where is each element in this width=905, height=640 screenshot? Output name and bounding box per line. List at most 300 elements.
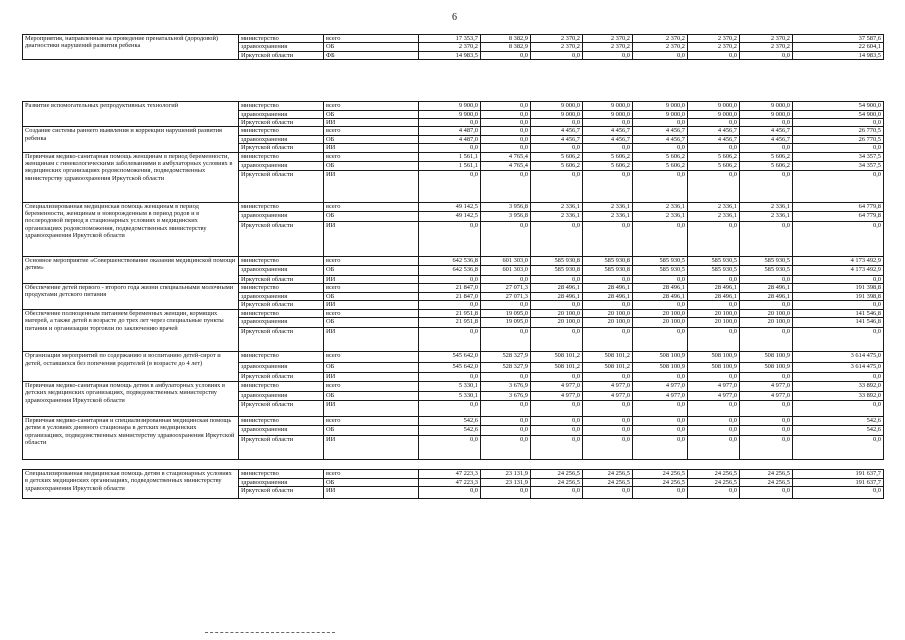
amount-cell: 49 142,5 xyxy=(419,211,481,221)
amount-cell: 14 983,5 xyxy=(793,51,884,59)
amount-cell: 0,0 xyxy=(419,221,481,256)
amount-cell: 642 536,8 xyxy=(419,256,481,265)
funding-source: всего xyxy=(324,416,419,425)
amount-cell: 508 100,9 xyxy=(740,352,793,363)
amount-cell: 1 561,1 xyxy=(419,161,481,170)
amount-cell: 28 496,1 xyxy=(688,293,740,301)
amount-cell: 0,0 xyxy=(583,328,633,352)
table-row xyxy=(23,309,884,317)
funding-source: ОБ xyxy=(324,425,419,435)
amount-cell: 9 000,0 xyxy=(740,110,793,118)
amount-cell: 23 131,9 xyxy=(481,478,531,486)
amount-cell: 191 398,8 xyxy=(793,293,884,301)
amount-cell: 4 456,7 xyxy=(633,135,688,143)
funding-source: ИИ xyxy=(324,275,419,283)
executor-cell: Иркутской области xyxy=(239,221,324,256)
amount-cell: 4 456,7 xyxy=(688,135,740,143)
funding-source: ФБ xyxy=(324,51,419,59)
amount-cell: 2 336,1 xyxy=(531,211,583,221)
amount-cell: 4 765,4 xyxy=(481,161,531,170)
amount-cell: 0,0 xyxy=(583,487,633,499)
amount-cell: 9 000,0 xyxy=(583,110,633,118)
amount-cell: 0,0 xyxy=(740,328,793,352)
funding-source: всего xyxy=(324,127,419,135)
amount-cell: 585 930,5 xyxy=(688,265,740,275)
amount-cell: 0,0 xyxy=(740,435,793,459)
amount-cell: 585 930,5 xyxy=(633,265,688,275)
amount-cell: 0,0 xyxy=(633,301,688,309)
amount-cell: 601 303,0 xyxy=(481,265,531,275)
amount-cell: 0,0 xyxy=(481,328,531,352)
funding-source: ИИ xyxy=(324,144,419,152)
amount-cell: 47 223,3 xyxy=(419,478,481,486)
amount-cell: 0,0 xyxy=(531,51,583,59)
amount-cell: 0,0 xyxy=(531,301,583,309)
table-row xyxy=(23,127,884,135)
amount-cell: 0,0 xyxy=(633,416,688,425)
executor-cell: здравоохранения xyxy=(239,425,324,435)
spacer-row xyxy=(23,459,884,469)
budget-table xyxy=(22,34,884,499)
amount-cell: 542,6 xyxy=(419,425,481,435)
amount-cell: 5 606,2 xyxy=(633,161,688,170)
amount-cell: 0,0 xyxy=(419,373,481,381)
amount-cell: 0,0 xyxy=(481,487,531,499)
amount-cell: 528 327,9 xyxy=(481,352,531,363)
amount-cell: 0,0 xyxy=(481,221,531,256)
amount-cell: 21 847,0 xyxy=(419,293,481,301)
amount-cell: 0,0 xyxy=(481,373,531,381)
amount-cell: 0,0 xyxy=(688,435,740,459)
amount-cell: 508 101,2 xyxy=(583,352,633,363)
amount-cell: 0,0 xyxy=(481,127,531,135)
amount-cell: 5 606,2 xyxy=(688,152,740,161)
table-row xyxy=(23,256,884,265)
table-row xyxy=(23,284,884,293)
funding-source: ОБ xyxy=(324,478,419,486)
amount-cell: 20 100,0 xyxy=(740,309,793,317)
amount-cell: 542,6 xyxy=(793,416,884,425)
amount-cell: 0,0 xyxy=(688,144,740,152)
executor-cell: здравоохранения xyxy=(239,43,324,51)
funding-source: всего xyxy=(324,152,419,161)
amount-cell: 5 606,2 xyxy=(688,161,740,170)
funding-source: всего xyxy=(324,352,419,363)
amount-cell: 4 487,0 xyxy=(419,127,481,135)
executor-cell: здравоохранения xyxy=(239,161,324,170)
amount-cell: 0,0 xyxy=(481,119,531,127)
amount-cell: 4 977,0 xyxy=(583,391,633,400)
amount-cell: 28 496,1 xyxy=(740,293,793,301)
amount-cell: 0,0 xyxy=(793,301,884,309)
amount-cell: 4 977,0 xyxy=(633,381,688,391)
amount-cell: 33 892,0 xyxy=(793,381,884,391)
table-row xyxy=(23,35,884,43)
amount-cell: 0,0 xyxy=(688,221,740,256)
amount-cell: 0,0 xyxy=(740,275,793,283)
executor-cell: министерство xyxy=(239,352,324,363)
amount-cell: 0,0 xyxy=(481,51,531,59)
amount-cell: 0,0 xyxy=(740,144,793,152)
amount-cell: 642 536,8 xyxy=(419,265,481,275)
amount-cell: 0,0 xyxy=(419,435,481,459)
amount-cell: 14 983,5 xyxy=(419,51,481,59)
funding-source: ИИ xyxy=(324,373,419,381)
amount-cell: 508 100,9 xyxy=(633,363,688,373)
amount-cell: 24 256,5 xyxy=(583,478,633,486)
amount-cell: 0,0 xyxy=(633,435,688,459)
amount-cell: 4 977,0 xyxy=(531,391,583,400)
amount-cell: 4 456,7 xyxy=(531,135,583,143)
funding-source: всего xyxy=(324,309,419,317)
amount-cell: 0,0 xyxy=(583,51,633,59)
amount-cell: 0,0 xyxy=(583,425,633,435)
amount-cell: 28 496,1 xyxy=(633,293,688,301)
amount-cell: 24 256,5 xyxy=(633,469,688,478)
amount-cell: 0,0 xyxy=(688,487,740,499)
amount-cell: 4 977,0 xyxy=(531,381,583,391)
amount-cell: 508 101,2 xyxy=(531,352,583,363)
amount-cell: 542,6 xyxy=(419,416,481,425)
amount-cell: 585 930,5 xyxy=(740,256,793,265)
amount-cell: 34 357,5 xyxy=(793,152,884,161)
amount-cell: 0,0 xyxy=(419,275,481,283)
amount-cell: 0,0 xyxy=(583,221,633,256)
amount-cell: 0,0 xyxy=(531,275,583,283)
amount-cell: 20 100,0 xyxy=(688,309,740,317)
amount-cell: 0,0 xyxy=(633,221,688,256)
amount-cell: 0,0 xyxy=(481,400,531,416)
spacer-cell xyxy=(23,60,884,102)
executor-cell: министерство xyxy=(239,102,324,110)
amount-cell: 2 370,2 xyxy=(583,35,633,43)
amount-cell: 585 930,5 xyxy=(633,256,688,265)
amount-cell: 54 900,0 xyxy=(793,102,884,110)
amount-cell: 0,0 xyxy=(481,102,531,110)
measure-name: Обеспечение детей первого - второго года жизни специальными молочными продуктами детского питания xyxy=(23,284,239,310)
measure-name: Развитие вспомогательных репродуктивных технологий xyxy=(23,102,239,127)
amount-cell: 191 398,8 xyxy=(793,284,884,293)
amount-cell: 2 336,1 xyxy=(740,202,793,211)
amount-cell: 0,0 xyxy=(688,301,740,309)
amount-cell: 0,0 xyxy=(688,416,740,425)
footer-rule xyxy=(205,632,335,633)
executor-cell: здравоохранения xyxy=(239,478,324,486)
amount-cell: 20 100,0 xyxy=(583,309,633,317)
funding-source: ИИ xyxy=(324,435,419,459)
amount-cell: 3 956,8 xyxy=(481,211,531,221)
amount-cell: 21 951,8 xyxy=(419,318,481,328)
funding-source: всего xyxy=(324,202,419,211)
executor-cell: здравоохранения xyxy=(239,391,324,400)
executor-cell: Иркутской области xyxy=(239,400,324,416)
measure-name: Специализированная медицинская помощь детям в стационарных условиях в детских медицинских организациях, подведомственных министерству здравоохранения Иркутской области xyxy=(23,469,239,498)
funding-source: ОБ xyxy=(324,318,419,328)
amount-cell: 0,0 xyxy=(633,119,688,127)
amount-cell: 585 930,5 xyxy=(688,256,740,265)
amount-cell: 3 614 475,0 xyxy=(793,352,884,363)
amount-cell: 0,0 xyxy=(793,487,884,499)
amount-cell: 0,0 xyxy=(793,170,884,202)
amount-cell: 24 256,5 xyxy=(531,478,583,486)
amount-cell: 4 977,0 xyxy=(688,381,740,391)
amount-cell: 28 496,1 xyxy=(531,293,583,301)
measure-name: Первичная медико-санитарная помощь женщинам в период беременности, женщинам с гинекологическими заболеваниями в амбулаторных условиях в медицинских организациях родовспоможения, подведомственных министерству здравоохранения Иркутской области xyxy=(23,152,239,202)
executor-cell: министерство xyxy=(239,469,324,478)
amount-cell: 0,0 xyxy=(688,400,740,416)
executor-cell: министерство xyxy=(239,309,324,317)
amount-cell: 26 770,5 xyxy=(793,135,884,143)
executor-cell: министерство xyxy=(239,127,324,135)
amount-cell: 5 606,2 xyxy=(531,152,583,161)
amount-cell: 9 000,0 xyxy=(583,102,633,110)
amount-cell: 0,0 xyxy=(633,275,688,283)
executor-cell: здравоохранения xyxy=(239,293,324,301)
amount-cell: 0,0 xyxy=(633,487,688,499)
amount-cell: 0,0 xyxy=(740,119,793,127)
amount-cell: 0,0 xyxy=(419,144,481,152)
amount-cell: 2 370,2 xyxy=(531,43,583,51)
amount-cell: 0,0 xyxy=(419,487,481,499)
amount-cell: 2 370,2 xyxy=(531,35,583,43)
amount-cell: 9 000,0 xyxy=(531,102,583,110)
amount-cell: 4 977,0 xyxy=(633,391,688,400)
amount-cell: 2 336,1 xyxy=(583,211,633,221)
amount-cell: 20 100,0 xyxy=(688,318,740,328)
amount-cell: 0,0 xyxy=(688,425,740,435)
amount-cell: 9 000,0 xyxy=(531,110,583,118)
amount-cell: 24 256,5 xyxy=(531,469,583,478)
amount-cell: 54 900,0 xyxy=(793,110,884,118)
measure-name: Обеспечение полноценным питанием беременных женщин, кормящих матерей, а также детей в возрасте до трех лет через специальные пункты питания и организации торговли по заключению врачей xyxy=(23,309,239,351)
amount-cell: 24 256,5 xyxy=(688,478,740,486)
amount-cell: 2 370,2 xyxy=(688,43,740,51)
amount-cell: 508 100,9 xyxy=(740,363,793,373)
table-row xyxy=(23,469,884,478)
amount-cell: 0,0 xyxy=(531,221,583,256)
amount-cell: 0,0 xyxy=(481,416,531,425)
amount-cell: 4 173 492,9 xyxy=(793,265,884,275)
amount-cell: 0,0 xyxy=(793,435,884,459)
amount-cell: 0,0 xyxy=(583,400,633,416)
spacer-row xyxy=(23,60,884,102)
amount-cell: 9 000,0 xyxy=(688,110,740,118)
amount-cell: 0,0 xyxy=(583,373,633,381)
amount-cell: 49 142,5 xyxy=(419,202,481,211)
amount-cell: 4 977,0 xyxy=(740,381,793,391)
executor-cell: Иркутской области xyxy=(239,435,324,459)
amount-cell: 0,0 xyxy=(531,119,583,127)
amount-cell: 24 256,5 xyxy=(633,478,688,486)
amount-cell: 27 071,3 xyxy=(481,293,531,301)
table-row xyxy=(23,381,884,391)
amount-cell: 0,0 xyxy=(531,425,583,435)
amount-cell: 8 382,9 xyxy=(481,43,531,51)
executor-cell: здравоохранения xyxy=(239,135,324,143)
table-row xyxy=(23,352,884,363)
amount-cell: 0,0 xyxy=(531,170,583,202)
amount-cell: 20 100,0 xyxy=(531,318,583,328)
amount-cell: 3 614 475,0 xyxy=(793,363,884,373)
amount-cell: 0,0 xyxy=(740,425,793,435)
funding-source: ИИ xyxy=(324,119,419,127)
amount-cell: 34 357,5 xyxy=(793,161,884,170)
amount-cell: 0,0 xyxy=(531,416,583,425)
amount-cell: 4 456,7 xyxy=(688,127,740,135)
funding-source: ОБ xyxy=(324,211,419,221)
table-row xyxy=(23,102,884,110)
amount-cell: 28 496,1 xyxy=(688,284,740,293)
amount-cell: 0,0 xyxy=(740,221,793,256)
amount-cell: 0,0 xyxy=(793,373,884,381)
amount-cell: 0,0 xyxy=(688,170,740,202)
amount-cell: 0,0 xyxy=(481,425,531,435)
amount-cell: 585 930,5 xyxy=(740,265,793,275)
executor-cell: Иркутской области xyxy=(239,170,324,202)
amount-cell: 4 456,7 xyxy=(583,135,633,143)
amount-cell: 0,0 xyxy=(633,400,688,416)
amount-cell: 0,0 xyxy=(740,373,793,381)
amount-cell: 0,0 xyxy=(583,435,633,459)
amount-cell: 24 256,5 xyxy=(740,478,793,486)
amount-cell: 4 765,4 xyxy=(481,152,531,161)
amount-cell: 4 456,7 xyxy=(531,127,583,135)
amount-cell: 0,0 xyxy=(531,487,583,499)
amount-cell: 0,0 xyxy=(688,373,740,381)
amount-cell: 0,0 xyxy=(633,144,688,152)
amount-cell: 4 456,7 xyxy=(740,135,793,143)
amount-cell: 0,0 xyxy=(583,416,633,425)
executor-cell: здравоохранения xyxy=(239,110,324,118)
amount-cell: 4 456,7 xyxy=(583,127,633,135)
amount-cell: 20 100,0 xyxy=(531,309,583,317)
amount-cell: 0,0 xyxy=(583,119,633,127)
amount-cell: 508 100,9 xyxy=(633,352,688,363)
amount-cell: 5 606,2 xyxy=(531,161,583,170)
amount-cell: 0,0 xyxy=(688,275,740,283)
amount-cell: 33 892,0 xyxy=(793,391,884,400)
amount-cell: 0,0 xyxy=(633,51,688,59)
amount-cell: 47 223,3 xyxy=(419,469,481,478)
amount-cell: 2 336,1 xyxy=(531,202,583,211)
funding-source: всего xyxy=(324,469,419,478)
amount-cell: 0,0 xyxy=(793,275,884,283)
amount-cell: 0,0 xyxy=(793,144,884,152)
measure-name: Мероприятия, направленные на проведение пренатальной (дородовой) диагностики нарушений развития ребенка xyxy=(23,35,239,60)
amount-cell: 23 131,9 xyxy=(481,469,531,478)
amount-cell: 64 779,8 xyxy=(793,211,884,221)
amount-cell: 508 100,9 xyxy=(688,352,740,363)
amount-cell: 26 770,5 xyxy=(793,127,884,135)
amount-cell: 0,0 xyxy=(793,119,884,127)
amount-cell: 0,0 xyxy=(583,301,633,309)
amount-cell: 0,0 xyxy=(419,301,481,309)
funding-source: ИИ xyxy=(324,221,419,256)
amount-cell: 508 101,2 xyxy=(531,363,583,373)
amount-cell: 9 000,0 xyxy=(633,102,688,110)
executor-cell: Иркутской области xyxy=(239,119,324,127)
amount-cell: 5 606,2 xyxy=(583,161,633,170)
amount-cell: 21 847,0 xyxy=(419,284,481,293)
amount-cell: 22 604,1 xyxy=(793,43,884,51)
amount-cell: 0,0 xyxy=(688,119,740,127)
amount-cell: 0,0 xyxy=(740,416,793,425)
spacer-cell xyxy=(23,459,884,469)
amount-cell: 0,0 xyxy=(481,435,531,459)
amount-cell: 4 487,0 xyxy=(419,135,481,143)
amount-cell: 17 353,7 xyxy=(419,35,481,43)
funding-source: ОБ xyxy=(324,293,419,301)
amount-cell: 0,0 xyxy=(481,301,531,309)
amount-cell: 4 173 492,9 xyxy=(793,256,884,265)
funding-source: всего xyxy=(324,381,419,391)
amount-cell: 20 100,0 xyxy=(633,309,688,317)
amount-cell: 20 100,0 xyxy=(583,318,633,328)
amount-cell: 508 101,2 xyxy=(583,363,633,373)
amount-cell: 0,0 xyxy=(793,221,884,256)
amount-cell: 21 951,8 xyxy=(419,309,481,317)
amount-cell: 4 456,7 xyxy=(740,127,793,135)
executor-cell: министерство xyxy=(239,416,324,425)
executor-cell: Иркутской области xyxy=(239,373,324,381)
amount-cell: 0,0 xyxy=(633,328,688,352)
funding-source: ОБ xyxy=(324,43,419,51)
amount-cell: 0,0 xyxy=(583,170,633,202)
amount-cell: 28 496,1 xyxy=(740,284,793,293)
funding-source: всего xyxy=(324,284,419,293)
amount-cell: 24 256,5 xyxy=(740,469,793,478)
amount-cell: 9 000,0 xyxy=(633,110,688,118)
amount-cell: 2 370,2 xyxy=(688,35,740,43)
amount-cell: 0,0 xyxy=(481,170,531,202)
amount-cell: 4 977,0 xyxy=(583,381,633,391)
funding-source: ОБ xyxy=(324,110,419,118)
amount-cell: 2 370,2 xyxy=(740,43,793,51)
funding-source: ОБ xyxy=(324,363,419,373)
amount-cell: 0,0 xyxy=(419,170,481,202)
amount-cell: 0,0 xyxy=(531,144,583,152)
amount-cell: 585 930,8 xyxy=(531,265,583,275)
amount-cell: 542,6 xyxy=(793,425,884,435)
measure-name: Первичная медико-санитарная помощь детям в амбулаторных условиях в детских медицинских организациях, подведомственных министерству здравоохранения Иркутской области xyxy=(23,381,239,416)
table-row xyxy=(23,152,884,161)
amount-cell: 0,0 xyxy=(583,275,633,283)
funding-source: ОБ xyxy=(324,161,419,170)
amount-cell: 601 303,0 xyxy=(481,256,531,265)
amount-cell: 28 496,1 xyxy=(633,284,688,293)
amount-cell: 9 900,0 xyxy=(419,102,481,110)
page-number: 6 xyxy=(452,12,457,23)
funding-source: ИИ xyxy=(324,487,419,499)
funding-source: ОБ xyxy=(324,265,419,275)
amount-cell: 2 336,1 xyxy=(583,202,633,211)
amount-cell: 0,0 xyxy=(740,487,793,499)
amount-cell: 0,0 xyxy=(740,170,793,202)
amount-cell: 28 496,1 xyxy=(583,293,633,301)
measure-name: Создание системы раннего выявления и коррекции нарушений развития ребенка xyxy=(23,127,239,152)
amount-cell: 0,0 xyxy=(688,51,740,59)
amount-cell: 585 930,8 xyxy=(583,256,633,265)
amount-cell: 585 930,8 xyxy=(583,265,633,275)
amount-cell: 141 546,8 xyxy=(793,309,884,317)
amount-cell: 19 095,0 xyxy=(481,309,531,317)
funding-source: ОБ xyxy=(324,391,419,400)
amount-cell: 5 330,1 xyxy=(419,381,481,391)
amount-cell: 0,0 xyxy=(633,170,688,202)
funding-source: ИИ xyxy=(324,400,419,416)
amount-cell: 0,0 xyxy=(740,301,793,309)
measure-name: Специализированная медицинская помощь женщинам в период беременности, женщинам и новорожденным в период родов и в послеродовой период в стационарных условиях в медицинских организациях родовспоможения, подведомственных министерству здравоохранения Иркутской области xyxy=(23,202,239,256)
